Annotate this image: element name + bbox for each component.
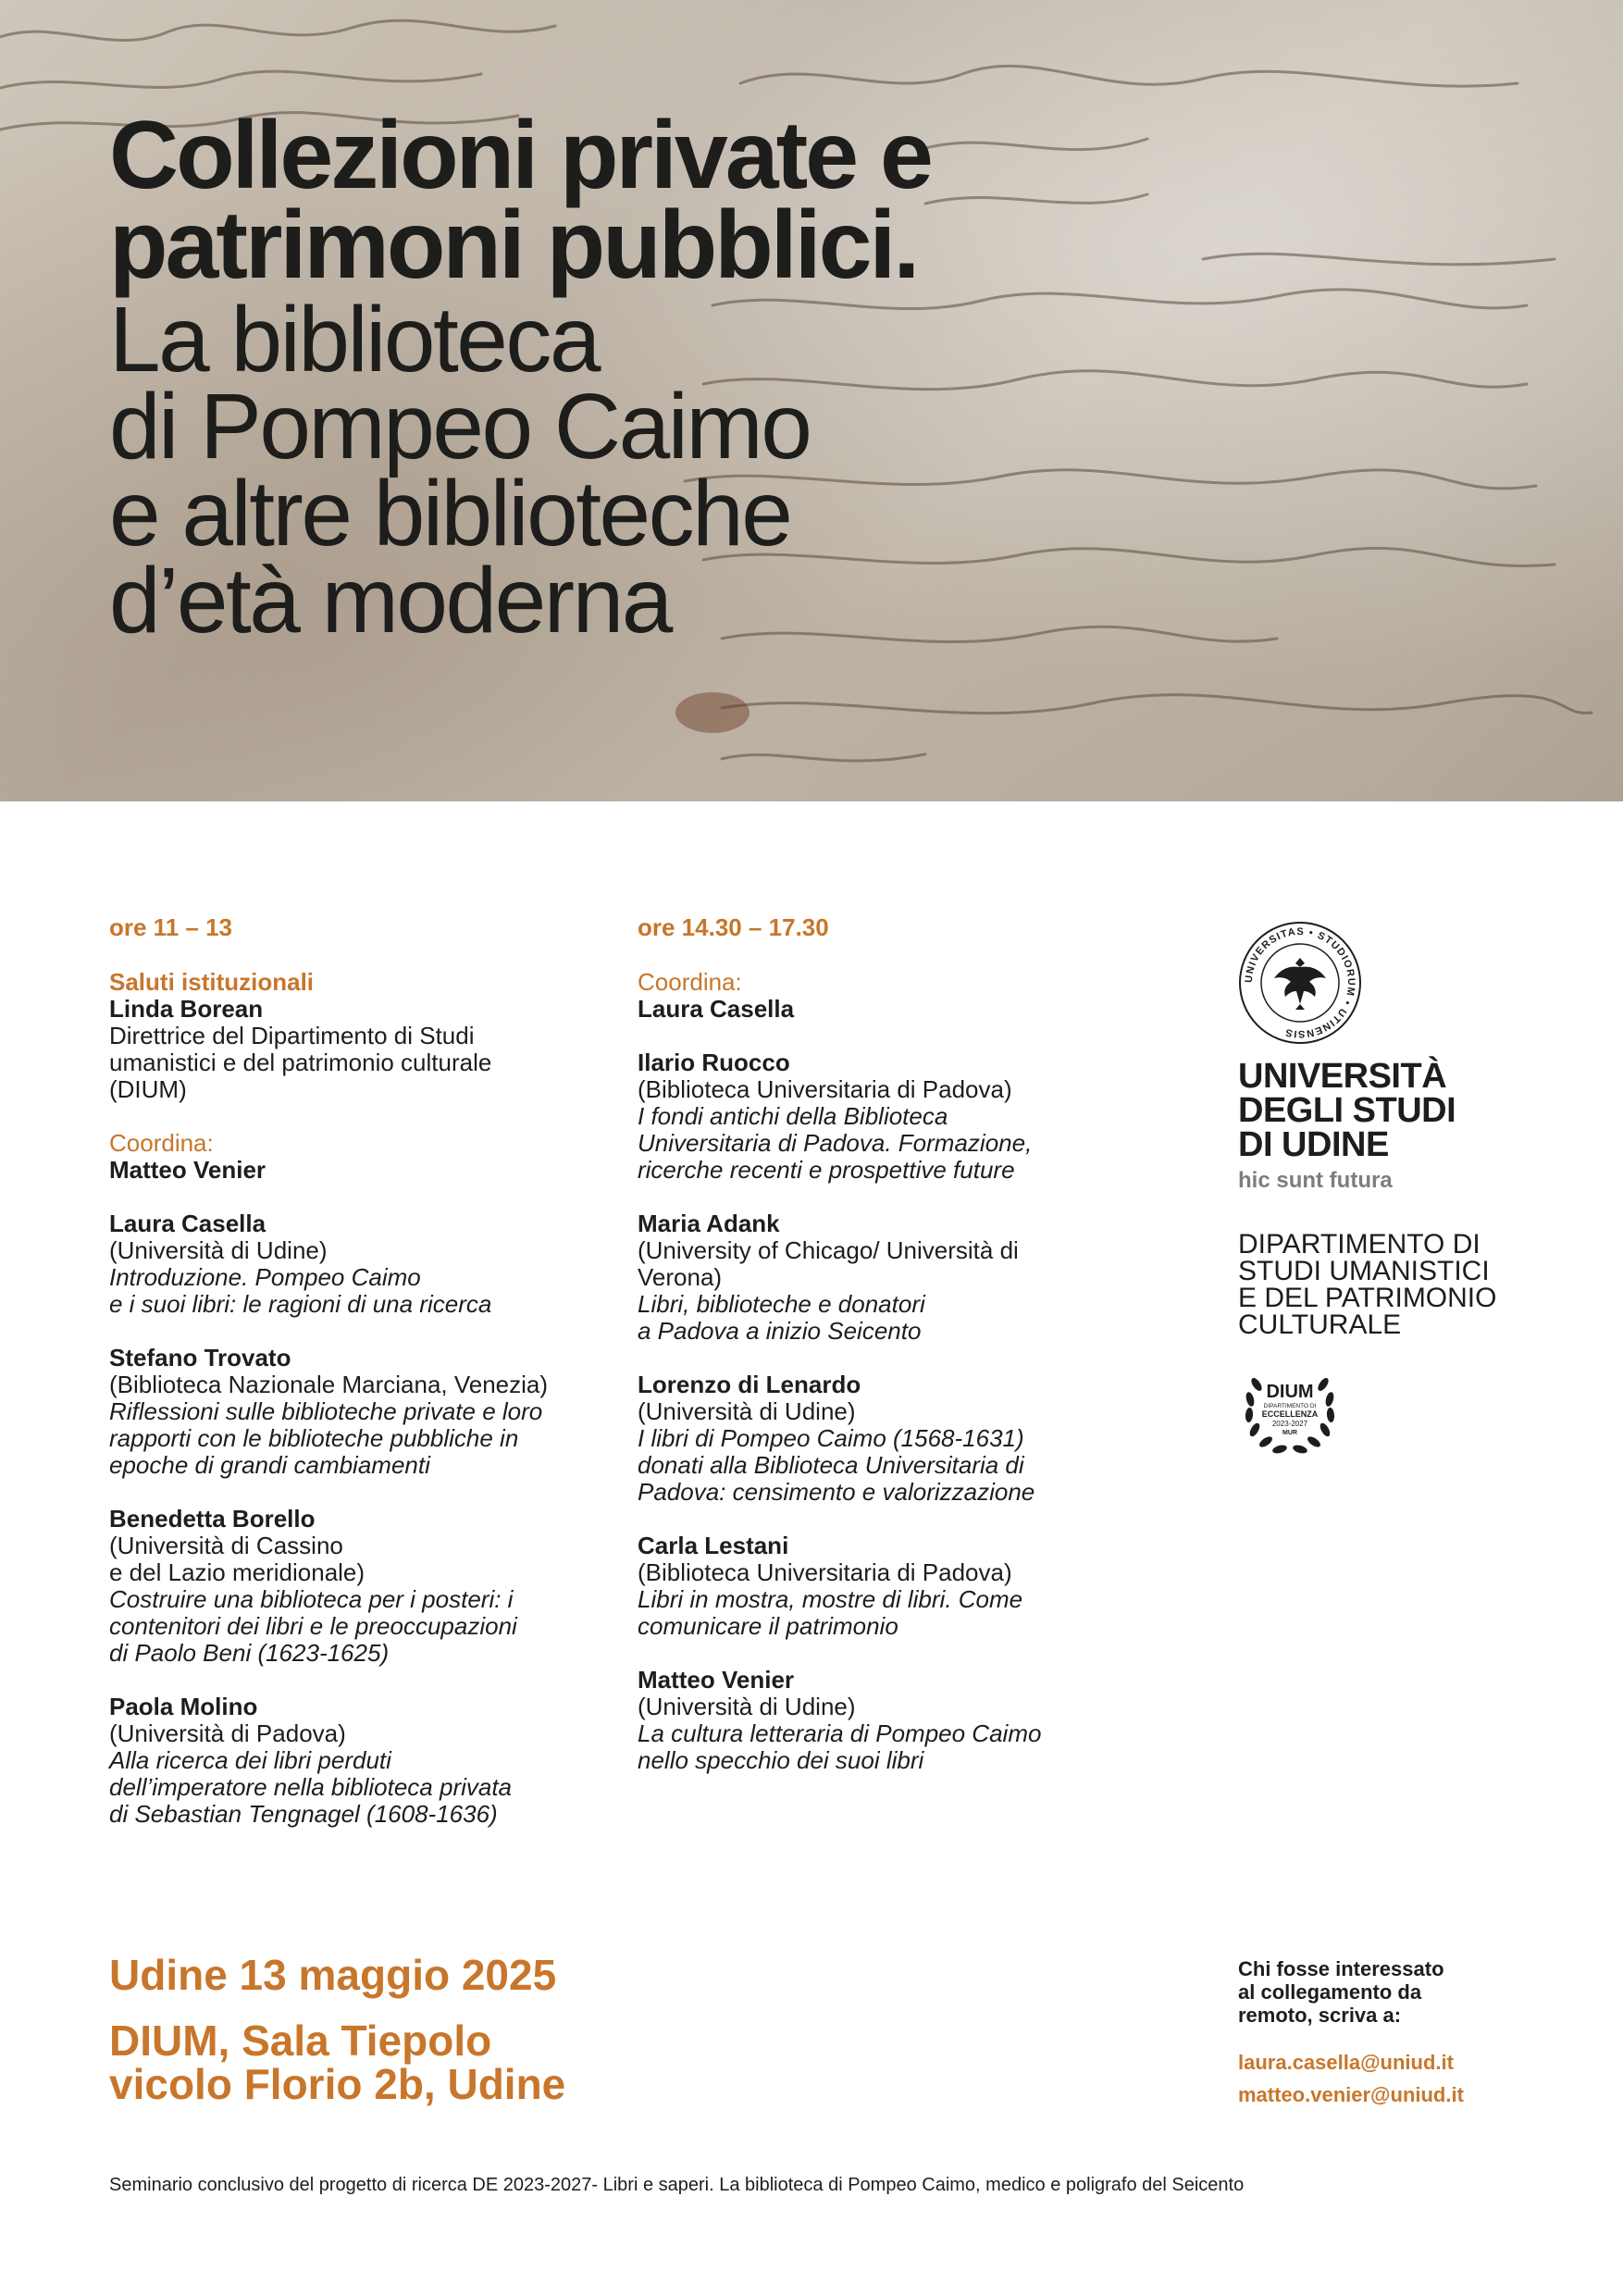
title-bold-line: Collezioni private e	[109, 102, 931, 209]
talk-title: di Paolo Beni (1623-1625)	[109, 1639, 390, 1667]
contact-prompt: al collegamento da	[1238, 1980, 1422, 2004]
speaker-affiliation: (Biblioteca Nazionale Marciana, Venezia)	[109, 1371, 549, 1398]
event-title	[109, 102, 1553, 652]
department-name-line: E DEL PATRIMONIO	[1238, 1283, 1497, 1313]
university-name-line: DEGLI STUDI	[1238, 1091, 1456, 1130]
project-footer-note: Seminario conclusivo del progetto di ricerca DE 2023-2027- Libri e saperi. La biblioteca di Pompeo Caimo, medico e poligrafo del Seicento	[109, 2175, 1245, 2195]
email-link-casella[interactable]: laura.casella@uniud.it	[1238, 2051, 1454, 2074]
speaker-affiliation: (Università di Udine)	[638, 1397, 856, 1425]
event-address: vicolo Florio 2b, Udine	[109, 2060, 566, 2108]
hero-manuscript-banner	[0, 0, 1623, 801]
chair-label: Coordina:	[638, 968, 742, 996]
chair-block	[109, 1130, 609, 1184]
talk-title: Universitaria di Padova. Formazione,	[638, 1129, 1033, 1157]
department-name-line: CULTURALE	[1238, 1309, 1402, 1340]
talk-title: La cultura letteraria di Pompeo Caimo	[638, 1719, 1042, 1747]
subtitle-line: e altre biblioteche	[109, 462, 791, 565]
speaker-affiliation: (Università di Udine)	[109, 1236, 328, 1264]
talk-item	[109, 1210, 609, 1318]
eagle-icon	[1274, 958, 1326, 1010]
chair-label: Coordina:	[109, 1129, 214, 1157]
talk-title: dell’imperatore nella biblioteca privata	[109, 1773, 513, 1801]
morning-session	[109, 914, 609, 1855]
speaker-affiliation: (Università di Udine)	[638, 1693, 856, 1720]
speaker-name: Laura Casella	[109, 1210, 266, 1237]
university-seal-logo	[1238, 921, 1362, 1045]
speaker-affiliation: (Università di Cassino	[109, 1532, 343, 1559]
speaker-affiliation: (Biblioteca Universitaria di Padova)	[638, 1075, 1012, 1103]
speaker-name: Stefano Trovato	[109, 1344, 291, 1371]
department-name-line: DIPARTIMENTO DI	[1238, 1229, 1481, 1260]
badge-years: 2023-2027	[1271, 1420, 1308, 1428]
speaker-name: Paola Molino	[109, 1693, 258, 1720]
department-name	[1238, 1231, 1590, 1338]
talk-item	[638, 1210, 1137, 1345]
talk-title: Riflessioni sulle biblioteche private e loro	[109, 1397, 543, 1425]
speaker-name: Maria Adank	[638, 1210, 780, 1237]
speaker-name: Lorenzo di Lenardo	[638, 1371, 861, 1398]
subtitle-line: d’età moderna	[109, 549, 671, 652]
badge-title: DIUM	[1266, 1382, 1314, 1402]
talk-title: Costruire una biblioteca per i posteri: i	[109, 1585, 514, 1613]
speaker-name: Matteo Venier	[638, 1666, 795, 1694]
talk-title: I libri di Pompeo Caimo (1568-1631)	[638, 1424, 1024, 1452]
event-venue: DIUM, Sala Tiepolo	[109, 2017, 492, 2065]
afternoon-session	[638, 914, 1137, 1801]
title-bold-line: patrimoni pubblici.	[109, 192, 918, 299]
speaker-role: Direttrice del Dipartimento di Studi	[109, 1022, 475, 1049]
university-name	[1238, 1057, 1590, 1164]
greeting-label: Saluti istituzionali	[109, 968, 315, 996]
badge-org: MUR	[1282, 1430, 1297, 1436]
speaker-affiliation: (University of Chicago/ Università di	[638, 1236, 1019, 1264]
university-motto: hic sunt futura	[1238, 1168, 1393, 1193]
speaker-name: Linda Borean	[109, 995, 264, 1023]
university-branding	[1238, 921, 1590, 1460]
talk-title: epoche di grandi cambiamenti	[109, 1451, 430, 1479]
talk-title: Libri in mostra, mostre di libri. Come	[638, 1585, 1023, 1613]
badge-line: DIPARTIMENTO DI	[1263, 1403, 1317, 1409]
talk-item	[638, 1049, 1137, 1184]
chair-block	[638, 969, 1137, 1023]
talk-item	[109, 1694, 609, 1828]
talk-title: contenitori dei libri e le preoccupazioni	[109, 1612, 517, 1640]
session-time: ore 11 – 13	[109, 913, 232, 941]
talk-item	[638, 1533, 1137, 1640]
speaker-affiliation: Verona)	[638, 1263, 723, 1291]
talk-title: I fondi antichi della Biblioteca	[638, 1102, 948, 1130]
talk-title: Padova: censimento e valorizzazione	[638, 1478, 1035, 1506]
talk-item	[109, 1345, 609, 1479]
subtitle-line: di Pompeo Caimo	[109, 375, 811, 478]
talk-title: Introduzione. Pompeo Caimo	[109, 1263, 421, 1291]
university-name-line: DI UDINE	[1238, 1125, 1389, 1164]
greeting-block	[109, 969, 609, 1103]
talk-title: Alla ricerca dei libri perduti	[109, 1746, 391, 1774]
talk-title: nello specchio dei suoi libri	[638, 1746, 924, 1774]
talk-title: comunicare il patrimonio	[638, 1612, 898, 1640]
speaker-affiliation: (Università di Padova)	[109, 1719, 346, 1747]
speaker-affiliation: (Biblioteca Universitaria di Padova)	[638, 1558, 1012, 1586]
badge-line: ECCELLENZA	[1261, 1409, 1319, 1419]
speaker-name: Benedetta Borello	[109, 1505, 316, 1533]
talk-item	[109, 1506, 609, 1667]
talk-title: Libri, biblioteche e donatori	[638, 1290, 925, 1318]
speaker-name: Carla Lestani	[638, 1532, 789, 1559]
speaker-affiliation: e del Lazio meridionale)	[109, 1558, 365, 1586]
event-location	[109, 1951, 565, 2106]
chair-name: Matteo Venier	[109, 1156, 266, 1184]
seal-lettering: UNIVERSITAS • STUDIORUM • UTINENSIS	[1243, 925, 1357, 1040]
university-name-line: UNIVERSITÀ	[1238, 1057, 1447, 1096]
talk-title: ricerche recenti e prospettive future	[638, 1156, 1015, 1184]
department-name-line: STUDI UMANISTICI	[1238, 1256, 1490, 1286]
contact-prompt: Chi fosse interessato	[1238, 1957, 1444, 1980]
talk-title: di Sebastian Tengnagel (1608-1636)	[109, 1800, 498, 1828]
dium-excellence-badge	[1238, 1357, 1342, 1460]
talk-title: rapporti con le biblioteche pubbliche in	[109, 1424, 519, 1452]
subtitle-line: La biblioteca	[109, 288, 600, 391]
chair-name: Laura Casella	[638, 995, 795, 1023]
speaker-name: Ilario Ruocco	[638, 1049, 790, 1076]
event-date: Udine 13 maggio 2025	[109, 1951, 557, 1999]
talk-item	[638, 1371, 1137, 1506]
contact-prompt: remoto, scriva a:	[1238, 2004, 1402, 2027]
session-time: ore 14.30 – 17.30	[638, 913, 829, 941]
talk-title: donati alla Biblioteca Universitaria di	[638, 1451, 1024, 1479]
speaker-role: (DIUM)	[109, 1075, 187, 1103]
email-link-venier[interactable]: matteo.venier@uniud.it	[1238, 2083, 1464, 2106]
talk-item	[638, 1667, 1137, 1774]
talk-title: e i suoi libri: le ragioni di una ricerca	[109, 1290, 492, 1318]
speaker-role: umanistici e del patrimonio culturale	[109, 1049, 492, 1076]
talk-title: a Padova a inizio Seicento	[638, 1317, 922, 1345]
remote-contact	[1238, 1957, 1543, 2106]
